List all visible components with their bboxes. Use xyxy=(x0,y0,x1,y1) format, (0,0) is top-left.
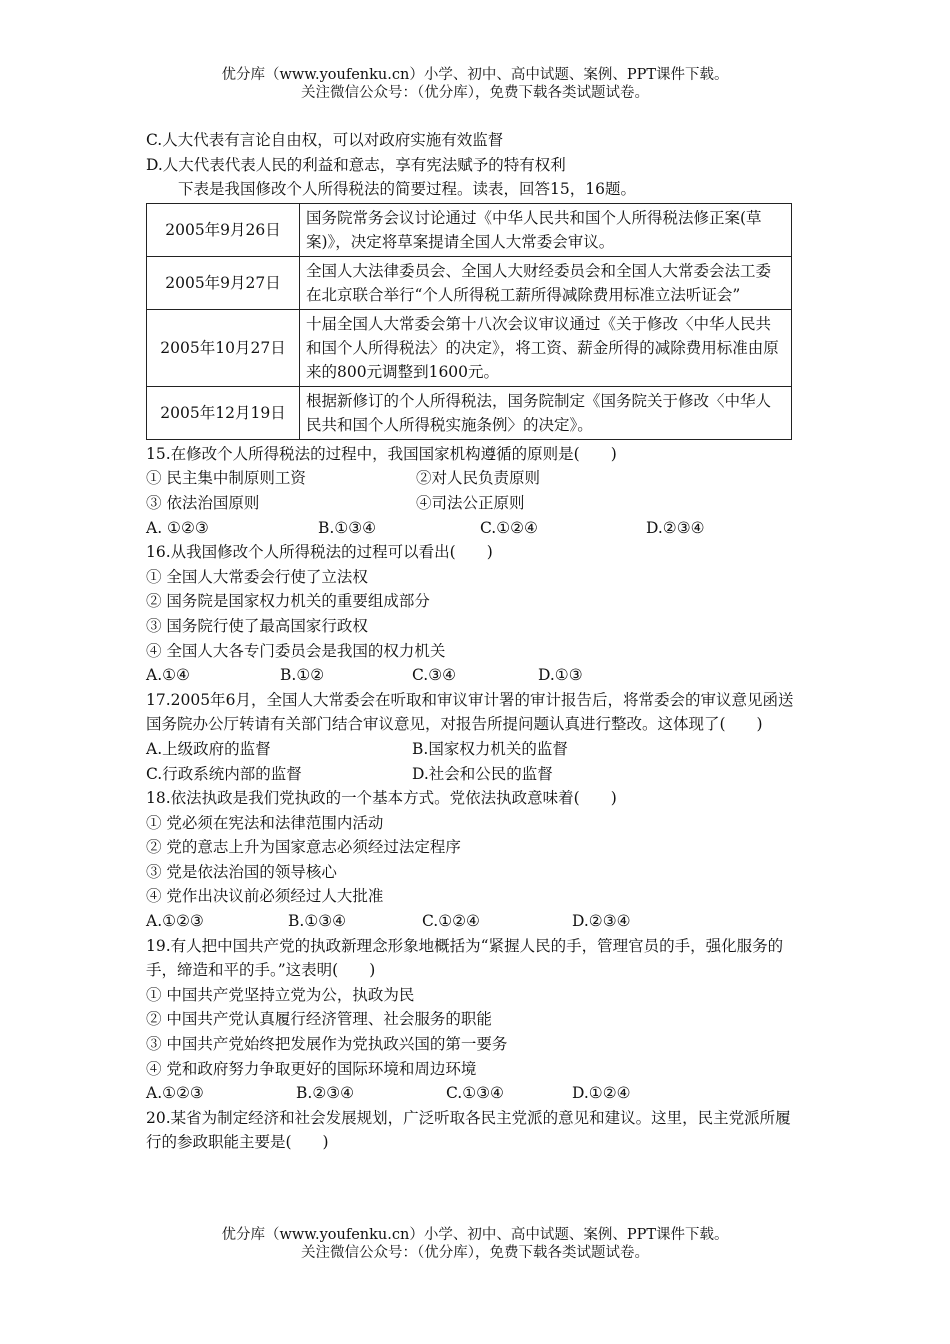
q15-items-row-2 xyxy=(146,491,806,516)
q18-item-4: ④ 党作出决议前必须经过人大批准 xyxy=(146,887,384,906)
q19-item-1: ① 中国共产党坚持立党为公，执政为民 xyxy=(146,985,415,1004)
q18-choices xyxy=(146,909,806,934)
q19-choice-a: A.①②③ xyxy=(146,1084,204,1103)
q19-item-4: ④ 党和政府努力争取更好的国际环境和周边环境 xyxy=(146,1059,477,1078)
table-date: 2005年9月26日 xyxy=(147,203,300,256)
table-row xyxy=(147,309,792,386)
q17-choice-a: A.上级政府的监督 xyxy=(146,739,271,758)
q16-choice-d: D.①③ xyxy=(538,666,583,685)
q15-choices xyxy=(146,516,806,541)
q18-choice-d: D.②③④ xyxy=(572,912,631,931)
q18-choice-a: A.①②③ xyxy=(146,912,204,931)
q16-item-1: ① 全国人大常委会行使了立法权 xyxy=(146,567,368,586)
header-line-1: 优分库（www.youfenku.cn）小学、初中、高中试题、案例、PPT课件下载。 xyxy=(221,67,729,83)
q15-item-4: ④司法公正原则 xyxy=(416,493,525,512)
footer-line-1: 优分库（www.youfenku.cn）小学、初中、高中试题、案例、PPT课件下载。 xyxy=(221,1227,729,1243)
q15-choice-a: A. ①②③ xyxy=(146,518,209,537)
prev-option-c: C.人大代表有言论自由权，可以对政府实施有效监督 xyxy=(146,131,504,149)
q16-stem: 16.从我国修改个人所得税法的过程可以看出( ) xyxy=(146,543,493,562)
q16-item-2: ② 国务院是国家权力机关的重要组成部分 xyxy=(146,592,430,611)
footer-line-2: 关注微信公众号：（优分库），免费下载各类试题试卷。 xyxy=(301,1245,649,1261)
q19-item-3: ③ 中国共产党始终把发展作为党执政兴国的第一要务 xyxy=(146,1035,508,1054)
q15-choice-c: C.①②④ xyxy=(480,518,538,537)
table-row xyxy=(147,386,792,439)
q18-item-1: ① 党必须在宪法和法律范围内活动 xyxy=(146,813,384,832)
q18-item-3: ③ 党是依法治国的领导核心 xyxy=(146,862,337,881)
prev-option-d: D.人大代表代表人民的利益和意志，享有宪法赋予的特有权利 xyxy=(146,155,566,174)
q20-stem: 20.某省为制定经济和社会发展规划，广泛听取各民主党派的意见和建议。这里，民主党派所履行的参政职能主要是( ) xyxy=(146,1108,791,1152)
q19-choice-b: B.②③④ xyxy=(296,1084,355,1103)
q18-choice-b: B.①③④ xyxy=(288,912,347,931)
q15-choice-b: B.①③④ xyxy=(318,518,377,537)
q16-item-3: ③ 国务院行使了最高国家行政权 xyxy=(146,616,368,635)
q17-choice-c: C.行政系统内部的监督 xyxy=(146,764,302,783)
table-row xyxy=(147,256,792,309)
q15-item-1: ① 民主集中制原则工资 xyxy=(146,469,306,488)
table-event: 国务院常务会议讨论通过《中华人民共和国个人所得税法修正案(草案)》，决定将草案提请全国人大常委会审议。 xyxy=(300,203,792,256)
table-event: 根据新修订的个人所得税法，国务院制定《国务院关于修改〈中华人民共和国个人所得税实施条例〉的决定》。 xyxy=(300,386,792,439)
q17-choice-b: B.国家权力机关的监督 xyxy=(412,739,568,758)
table-date: 2005年12月19日 xyxy=(147,386,300,439)
table-date: 2005年9月27日 xyxy=(147,256,300,309)
page-header xyxy=(0,66,950,102)
q19-stem: 19.有人把中国共产党的执政新理念形象地概括为“紧握人民的手，管理官员的手，强化服务的手，缔造和平的手。”这表明( ) xyxy=(146,936,784,980)
table-event: 全国人大法律委员会、全国人大财经委员会和全国人大常委会法工委在北京联合举行“个人所得税工薪所得减除费用标准立法听证会” xyxy=(300,256,792,309)
q16-choice-b: B.①② xyxy=(280,666,325,685)
q17-choices-row-2 xyxy=(146,762,806,787)
tax-law-table xyxy=(146,203,792,440)
q17-choices-row-1 xyxy=(146,737,806,762)
q15-choice-d: D.②③④ xyxy=(646,518,705,537)
q16-item-4: ④ 全国人大各专门委员会是我国的权力机关 xyxy=(146,641,446,660)
q16-choice-a: A.①④ xyxy=(146,666,190,685)
page-footer xyxy=(0,1226,950,1262)
q17-choice-d: D.社会和公民的监督 xyxy=(412,764,553,783)
q16-choices xyxy=(146,663,806,688)
q19-choice-c: C.①③④ xyxy=(446,1084,504,1103)
table-date: 2005年10月27日 xyxy=(147,309,300,386)
table-event: 十届全国人大常委会第十八次会议审议通过《关于修改〈中华人民共和国个人所得税法〉的决定》，将工资、薪金所得的减除费用标准由原来的800元调整到1600元。 xyxy=(300,309,792,386)
document-body xyxy=(146,128,806,1155)
q19-choices xyxy=(146,1081,806,1106)
q19-item-2: ② 中国共产党认真履行经济管理、社会服务的职能 xyxy=(146,1010,492,1029)
q17-stem: 17.2005年6月，全国人大常委会在听取和审议审计署的审计报告后，将常委会的审议意见函送国务院办公厅转请有关部门结合审议意见，对报告所提问题认真进行整改。这体现了( ) xyxy=(146,690,794,734)
q15-item-3: ③ 依法治国原则 xyxy=(146,493,260,512)
q15-item-2: ②对人民负责原则 xyxy=(416,469,541,488)
q18-choice-c: C.①②④ xyxy=(422,912,480,931)
table-intro: 下表是我国修改个人所得税法的简要过程。读表，回答15，16题。 xyxy=(178,180,636,199)
q18-stem: 18.依法执政是我们党执政的一个基本方式。党依法执政意味着( ) xyxy=(146,789,617,808)
q15-stem: 15.在修改个人所得税法的过程中，我国国家机构遵循的原则是( ) xyxy=(146,444,617,463)
header-line-2: 关注微信公众号：（优分库），免费下载各类试题试卷。 xyxy=(301,85,649,101)
table-row xyxy=(147,203,792,256)
q18-item-2: ② 党的意志上升为国家意志必须经过法定程序 xyxy=(146,838,461,857)
q15-items-row-1 xyxy=(146,466,806,491)
q16-choice-c: C.③④ xyxy=(412,666,457,685)
q19-choice-d: D.①②④ xyxy=(572,1084,631,1103)
